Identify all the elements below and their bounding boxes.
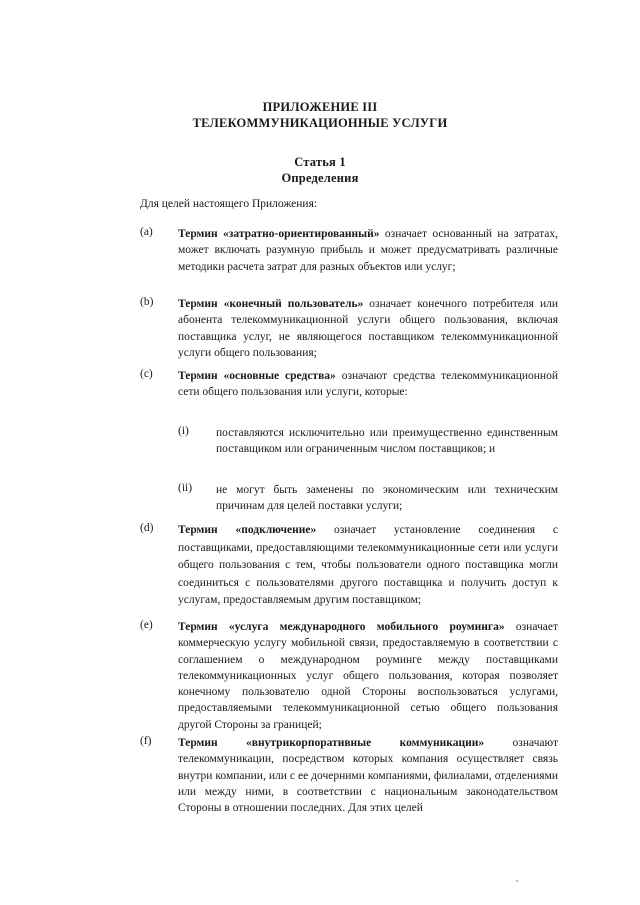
sub-item-body: не могут быть заменены по экономическим или техническим причинам для целей поставки услуги;: [216, 484, 558, 513]
item-lead: Термин: [178, 524, 236, 536]
item-term: «подключение»: [235, 524, 317, 536]
definition-item-b: [140, 296, 558, 361]
intro-text: Для целей настоящего Приложения:: [140, 198, 318, 210]
item-text: означают телекоммуникации, посредством которых компания осуществляет связь внутри компании, или с ее дочерними компаниями, филиалами, отделениями или между ними, в соответствии с национальным законодательством Стороны в отношении последних. Для этих целей: [178, 737, 558, 815]
item-text: означает коммерческую услугу мобильной связи, предоставляемую в соответствии с соглашением о международном роуминге между поставщиками телекоммуникационных услуг общего пользования, которая позволяет конечному пользователю одной Стороны воспользоваться услугами, предоставляемыми телекоммуникационной сетью общего пользования другой Стороны за границей;: [178, 621, 558, 731]
sub-item-i: [178, 425, 558, 458]
definition-item-e: [140, 619, 558, 733]
annex-title: ПРИЛОЖЕНИЕ III: [262, 100, 378, 114]
item-body: [178, 296, 558, 361]
item-label: (a): [140, 226, 153, 238]
item-body: [178, 368, 558, 401]
item-lead: Термин: [178, 298, 224, 310]
sub-item-body: поставляются исключительно или преимущественно единственным поставщиком или ограниченным числом поставщиков; и: [216, 427, 558, 456]
item-lead: Термин: [178, 621, 229, 633]
annex-subtitle: ТЕЛЕКОММУНИКАЦИОННЫЕ УСЛУГИ: [192, 116, 448, 130]
item-text: означает установление соединения с поставщиками, предоставляющими телекоммуникационные сети или услуги общего пользования с тем, чтобы пользователи одного поставщика могли соединиться с пользователями другого поставщика и получить доступ к услугам, предоставляемым другим поставщиком;: [178, 524, 558, 606]
sub-item-label: (i): [178, 425, 189, 437]
item-label: (f): [140, 735, 152, 747]
article-title: Статья 1: [294, 155, 346, 169]
item-body: [178, 735, 558, 816]
item-text: означает основанный на затратах, может включать разумную прибыль и может предусматривать различные методики расчета затрат для разных объектов или услуг;: [178, 228, 558, 273]
sub-item-label: (ii): [178, 482, 193, 494]
item-lead: Термин: [178, 370, 224, 382]
item-label: (c): [140, 368, 153, 380]
item-lead: Термин: [178, 737, 247, 749]
item-label: (b): [140, 296, 154, 308]
item-term: «внутрикорпоративные коммуникации»: [246, 737, 485, 749]
definition-item-a: [140, 226, 558, 275]
item-label: (d): [140, 522, 154, 534]
definition-item-f: [140, 735, 558, 816]
item-body: [178, 619, 558, 733]
definition-item-c: [140, 368, 558, 401]
item-lead: Термин: [178, 228, 224, 240]
item-term: «конечный пользователь»: [223, 298, 364, 310]
scan-speck: [516, 880, 518, 882]
item-body: [178, 522, 558, 610]
item-text: означают средства телекоммуникационной сети общего пользования или услуги, которые:: [178, 370, 558, 399]
sub-item-ii: [178, 482, 558, 515]
item-text: означает конечного потребителя или абонента телекоммуникационной услуги общего пользования, включая поставщика услуг, не являющегося поставщиком телекоммуникационной услуги общего пользования;: [178, 298, 558, 359]
item-body: [178, 226, 558, 275]
definition-item-d: [140, 522, 558, 610]
item-label: (e): [140, 619, 153, 631]
item-term: «услуга международного мобильного роуминга»: [228, 621, 505, 633]
article-subtitle: Определения: [281, 171, 359, 185]
item-term: «основные средства»: [223, 370, 336, 382]
item-term: «затратно-ориентированный»: [223, 228, 380, 240]
